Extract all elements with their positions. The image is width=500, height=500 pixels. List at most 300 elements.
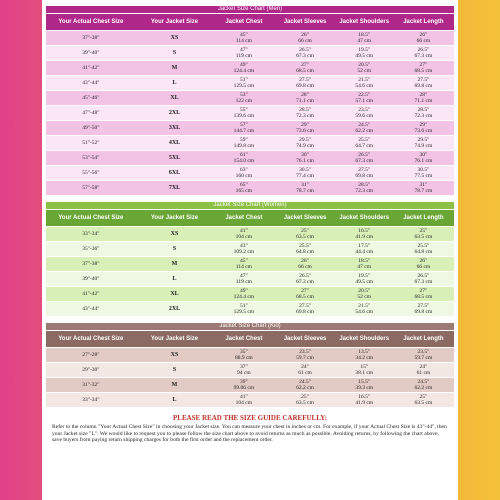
jacket-chest-cell-value: 65": [239, 182, 248, 188]
column-header: Jacket Sleeves: [274, 14, 335, 30]
jacket-sleeves-cell: [274, 136, 335, 150]
jacket-shoulders-cell: [336, 181, 393, 195]
actual-chest-cell-value: 41"-42": [82, 291, 100, 297]
column-header: Jacket Chest: [213, 210, 274, 226]
size-guide-title: PLEASE READ THE SIZE GUIDE CAREFULLY:: [173, 414, 327, 422]
jacket-shoulders-cell: [336, 151, 393, 165]
jacket-size-cell-value: 2XL: [168, 110, 181, 116]
jacket-sleeves-cell: [274, 151, 335, 165]
jacket-length-cell-value: 67.3 cm: [414, 53, 433, 59]
jacket-shoulders-cell: [336, 46, 393, 60]
jacket-chest-cell-value: 88.9 cm: [234, 355, 253, 361]
jacket-shoulders-cell-value: 21.5": [358, 77, 371, 83]
jacket-length-cell-value: 61 cm: [416, 370, 431, 376]
jacket-sleeves-cell-value: 25": [301, 228, 309, 234]
jacket-shoulders-cell: [336, 242, 393, 256]
jacket-size-cell: [136, 121, 214, 135]
jacket-chest-cell: [213, 46, 274, 60]
jacket-length-cell-value: 26.5": [417, 47, 430, 53]
jacket-chest-cell-value: 47": [239, 273, 248, 279]
jacket-sleeves-cell-value: 31": [301, 182, 309, 188]
jacket-sleeves-cell-value: 59.7 cm: [296, 355, 314, 361]
jacket-length-cell-value: 27": [419, 62, 428, 68]
jacket-chest-cell: [213, 121, 274, 135]
jacket-chest-cell-value: 39": [239, 379, 248, 385]
jacket-shoulders-cell-value: 21.5": [358, 303, 371, 309]
actual-chest-cell: [46, 181, 136, 195]
table-row: [46, 272, 454, 286]
jacket-chest-cell-value: 49": [239, 288, 248, 294]
table-row: [46, 393, 454, 407]
jacket-chest-cell: [213, 227, 274, 241]
jacket-sleeves-cell: [274, 181, 335, 195]
jacket-sleeves-cell: [274, 31, 335, 45]
jacket-sleeves-cell: [274, 91, 335, 105]
jacket-sleeves-cell: [274, 257, 335, 271]
table-row: [46, 242, 454, 256]
jacket-sleeves-cell: [274, 302, 335, 316]
jacket-shoulders-cell-value: 22.5": [358, 92, 371, 98]
jacket-chest-cell-value: 59": [239, 137, 248, 143]
jacket-sleeves-cell-value: 69.8 cm: [296, 83, 314, 89]
jacket-shoulders-cell-value: 49.5 cm: [355, 53, 374, 59]
kid-table-body: [46, 348, 454, 407]
jacket-sleeves-cell-value: 28": [301, 92, 309, 98]
jacket-sleeves-cell-value: 24": [301, 364, 309, 370]
jacket-chest-cell-value: 45": [239, 258, 248, 264]
jacket-sleeves-cell: [274, 227, 335, 241]
jacket-size-cell: [136, 91, 214, 105]
jacket-sleeves-cell: [274, 363, 335, 377]
jacket-sleeves-cell-value: 77.4 cm: [296, 173, 314, 179]
jacket-shoulders-cell-value: 13.5": [358, 349, 371, 355]
jacket-shoulders-cell: [336, 61, 393, 75]
jacket-chest-cell: [213, 348, 274, 362]
jacket-shoulders-cell: [336, 363, 393, 377]
jacket-length-cell: [393, 302, 454, 316]
jacket-shoulders-cell-value: 41.9 cm: [355, 234, 374, 240]
column-header: Jacket Sleeves: [274, 210, 335, 226]
jacket-length-cell-value: 71.1 cm: [414, 98, 433, 104]
jacket-length-cell-value: 59.7 cm: [414, 355, 433, 361]
jacket-shoulders-cell-value: 49.5 cm: [355, 279, 374, 285]
jacket-sleeves-cell: [274, 61, 335, 75]
jacket-shoulders-cell-value: 28.5": [358, 182, 371, 188]
jacket-length-cell: [393, 121, 454, 135]
table-row: [46, 348, 454, 362]
jacket-chest-cell-value: 41": [239, 228, 248, 234]
jacket-length-cell-value: 78.7 cm: [414, 188, 433, 194]
jacket-size-cell-value: XL: [170, 291, 179, 297]
jacket-chest-cell-value: 51": [239, 303, 248, 309]
jacket-shoulders-cell: [336, 378, 393, 392]
jacket-size-cell-value: S: [172, 246, 177, 252]
table-row: [46, 151, 454, 165]
table-row: [46, 166, 454, 180]
jacket-chest-cell: [213, 136, 274, 150]
actual-chest-cell-value: 33"-34": [82, 231, 100, 237]
table-row: [46, 106, 454, 120]
jacket-size-cell: [136, 242, 214, 256]
jacket-length-cell-value: 31": [419, 182, 428, 188]
jacket-sleeves-cell-value: 29.5": [299, 137, 311, 143]
jacket-shoulders-cell-value: 20.5": [358, 288, 371, 294]
jacket-length-cell-value: 67.3 cm: [414, 279, 433, 285]
jacket-sleeves-cell-value: 78.7 cm: [296, 188, 314, 194]
jacket-chest-cell: [213, 91, 274, 105]
jacket-length-cell: [393, 76, 454, 90]
jacket-shoulders-cell-value: 16.5": [358, 228, 371, 234]
jacket-sleeves-cell-value: 73.6 cm: [296, 128, 314, 134]
actual-chest-cell-value: 55"-56": [82, 170, 100, 176]
jacket-shoulders-cell-value: 27.5": [358, 167, 371, 173]
jacket-shoulders-cell-value: 20.5": [358, 62, 371, 68]
actual-chest-cell-value: 43"-44": [82, 80, 100, 86]
jacket-chest-cell-value: 160 cm: [235, 173, 253, 179]
jacket-chest-cell-value: 94 cm: [237, 370, 251, 376]
jacket-shoulders-cell-value: 72.3 cm: [355, 188, 374, 194]
jacket-size-cell-value: S: [172, 50, 177, 56]
actual-chest-cell: [46, 257, 136, 271]
jacket-sleeves-cell-value: 66 cm: [298, 264, 312, 270]
jacket-length-cell-value: 29": [419, 122, 428, 128]
jacket-length-cell-value: 63.5 cm: [414, 400, 433, 406]
actual-chest-cell-value: 27"-28": [82, 352, 100, 358]
jacket-sleeves-cell-value: 72.3 cm: [296, 113, 314, 119]
jacket-size-cell-value: XL: [170, 95, 179, 101]
jacket-chest-cell-value: 57": [239, 122, 248, 128]
jacket-chest-cell: [213, 242, 274, 256]
jacket-length-cell: [393, 257, 454, 271]
jacket-size-cell-value: XS: [170, 231, 179, 237]
jacket-shoulders-cell: [336, 166, 393, 180]
jacket-length-cell-value: 26": [419, 32, 428, 38]
jacket-length-cell-value: 68.5 cm: [414, 294, 433, 300]
jacket-shoulders-cell-value: 38.1 cm: [355, 370, 374, 376]
jacket-size-cell: [136, 106, 214, 120]
jacket-shoulders-cell: [336, 393, 393, 407]
column-header: Jacket Shoulders: [336, 331, 393, 347]
jacket-size-cell: [136, 166, 214, 180]
jacket-size-cell-value: L: [172, 80, 177, 86]
table-row: [46, 136, 454, 150]
jacket-chest-cell-value: 104 cm: [235, 400, 253, 406]
jacket-shoulders-cell-value: 52 cm: [357, 294, 371, 300]
jacket-size-cell: [136, 348, 214, 362]
column-header: Your Jacket Size: [136, 210, 214, 226]
column-header: Jacket Chest: [213, 331, 274, 347]
jacket-size-cell-value: 2XL: [168, 306, 181, 312]
actual-chest-cell-value: 49"-50": [82, 125, 100, 131]
jacket-length-cell-value: 25": [419, 394, 428, 400]
jacket-shoulders-cell-value: 67.3 cm: [355, 158, 374, 164]
jacket-length-cell-value: 29.5": [417, 137, 430, 143]
jacket-sleeves-cell-value: 30": [301, 152, 309, 158]
jacket-sleeves-cell: [274, 272, 335, 286]
jacket-shoulders-cell: [336, 272, 393, 286]
jacket-shoulders-cell-value: 52 cm: [357, 68, 371, 74]
jacket-shoulders-cell: [336, 31, 393, 45]
actual-chest-cell-value: 43"-44": [82, 306, 100, 312]
jacket-shoulders-cell-value: 44.4 cm: [355, 249, 374, 255]
men-table-body: [46, 31, 454, 195]
jacket-chest-cell: [213, 272, 274, 286]
actual-chest-cell-value: 45"-46": [82, 95, 100, 101]
actual-chest-cell: [46, 393, 136, 407]
jacket-shoulders-cell-value: 34.2 cm: [355, 355, 374, 361]
kid-size-chart: [42, 323, 458, 408]
jacket-chest-cell-value: 139.6 cm: [233, 113, 255, 119]
jacket-shoulders-cell-value: 64.7 cm: [355, 143, 374, 149]
jacket-size-cell-value: S: [172, 367, 177, 373]
jacket-chest-cell-value: 119 cm: [235, 279, 252, 285]
jacket-chest-cell-value: 53": [239, 92, 248, 98]
jacket-sleeves-cell: [274, 76, 335, 90]
jacket-length-cell: [393, 181, 454, 195]
size-guide: [52, 414, 448, 444]
jacket-size-cell: [136, 136, 214, 150]
jacket-size-cell-value: M: [171, 382, 178, 388]
jacket-chest-cell-value: 109.2 cm: [233, 249, 255, 255]
jacket-sleeves-cell-value: 63.5 cm: [296, 400, 314, 406]
jacket-sleeves-cell-value: 29": [301, 122, 309, 128]
men-chart-title: Jacket Size Chart (Men): [46, 6, 454, 13]
jacket-length-cell: [393, 106, 454, 120]
jacket-length-cell-value: 26.5": [417, 273, 430, 279]
jacket-length-cell: [393, 136, 454, 150]
jacket-shoulders-cell-value: 47 cm: [357, 38, 371, 44]
jacket-length-cell: [393, 61, 454, 75]
jacket-shoulders-cell-value: 59.6 cm: [355, 113, 374, 119]
jacket-shoulders-cell: [336, 287, 393, 301]
jacket-shoulders-cell-value: 16.5": [358, 394, 371, 400]
jacket-chest-cell-value: 43": [239, 243, 248, 249]
actual-chest-cell-value: 37"-38": [82, 35, 100, 41]
column-header: Jacket Length: [393, 331, 454, 347]
jacket-shoulders-cell: [336, 257, 393, 271]
jacket-length-cell: [393, 46, 454, 60]
jacket-chest-cell: [213, 181, 274, 195]
jacket-chest-cell-value: 45": [239, 32, 248, 38]
column-header: Jacket Length: [393, 14, 454, 30]
jacket-size-cell: [136, 272, 214, 286]
jacket-sleeves-cell-value: 63.5 cm: [296, 234, 314, 240]
jacket-size-cell: [136, 378, 214, 392]
jacket-length-cell-value: 73.6 cm: [414, 128, 433, 134]
table-row: [46, 378, 454, 392]
jacket-sleeves-cell-value: 27": [301, 62, 309, 68]
women-header-row: [46, 210, 454, 226]
jacket-length-cell-value: 23.5": [417, 349, 430, 355]
jacket-length-cell-value: 28": [419, 92, 428, 98]
jacket-shoulders-cell-value: 57.1 cm: [355, 98, 374, 104]
actual-chest-cell-value: 51"-52": [82, 140, 100, 146]
jacket-chest-cell: [213, 287, 274, 301]
jacket-sleeves-cell-value: 30.5": [299, 167, 311, 173]
table-row: [46, 227, 454, 241]
jacket-shoulders-cell-value: 24.5": [358, 122, 371, 128]
jacket-size-cell-value: 6XL: [168, 170, 181, 176]
table-row: [46, 363, 454, 377]
actual-chest-cell-value: 33"-34": [82, 397, 100, 403]
men-size-chart: [42, 6, 458, 196]
actual-chest-cell: [46, 227, 136, 241]
jacket-chest-cell-value: 114 cm: [235, 38, 252, 44]
actual-chest-cell-value: 35"-36": [82, 246, 100, 252]
column-header: Jacket Sleeves: [274, 331, 335, 347]
jacket-length-cell: [393, 31, 454, 45]
jacket-size-cell-value: L: [172, 276, 177, 282]
jacket-size-cell-value: XS: [170, 352, 179, 358]
jacket-size-cell: [136, 151, 214, 165]
actual-chest-cell: [46, 287, 136, 301]
jacket-chest-cell: [213, 393, 274, 407]
jacket-shoulders-cell-value: 62.2 cm: [355, 128, 374, 134]
jacket-sleeves-cell: [274, 46, 335, 60]
jacket-shoulders-cell: [336, 348, 393, 362]
actual-chest-cell: [46, 136, 136, 150]
table-row: [46, 287, 454, 301]
jacket-sleeves-cell-value: 23.5": [299, 349, 311, 355]
jacket-size-cell-value: M: [171, 261, 178, 267]
jacket-shoulders-cell-value: 18.5": [358, 258, 371, 264]
jacket-chest-cell-value: 49": [239, 62, 248, 68]
jacket-chest-cell-value: 122 cm: [235, 98, 253, 104]
size-guide-text: Refer to the column "Your Actual Chest Size" in choosing your Jacket size. You can measure your chest in inches or cm. For example, if your Actual Chest Size is 43"-44", then your Jacket size "L". We would like to request you to please follow the size chart above to avoid returns as much as possible. Avoiding returns, by following the chart above, save buyers from paying return shipping charges for both the first order and the replacement order.: [52, 424, 447, 444]
jacket-sleeves-cell-value: 64.8 cm: [296, 249, 314, 255]
jacket-size-cell-value: 4XL: [168, 140, 181, 146]
jacket-sleeves-cell-value: 27.5": [299, 77, 311, 83]
jacket-length-cell-value: 27": [419, 288, 428, 294]
table-row: [46, 46, 454, 60]
men-size-table: [46, 13, 454, 196]
jacket-sleeves-cell: [274, 393, 335, 407]
jacket-chest-cell: [213, 106, 274, 120]
jacket-length-cell: [393, 378, 454, 392]
column-header: Jacket Shoulders: [336, 14, 393, 30]
jacket-sleeves-cell-value: 68.5 cm: [296, 294, 314, 300]
actual-chest-cell-value: 39"-40": [82, 276, 100, 282]
jacket-size-cell: [136, 46, 214, 60]
actual-chest-cell: [46, 61, 136, 75]
actual-chest-cell: [46, 31, 136, 45]
table-row: [46, 181, 454, 195]
jacket-length-cell: [393, 242, 454, 256]
jacket-sleeves-cell-value: 68.5 cm: [296, 68, 314, 74]
jacket-sleeves-cell-value: 26": [301, 258, 309, 264]
actual-chest-cell: [46, 378, 136, 392]
jacket-shoulders-cell-value: 23.5": [358, 107, 371, 113]
actual-chest-cell: [46, 76, 136, 90]
table-row: [46, 76, 454, 90]
jacket-chest-cell-value: 37": [239, 364, 248, 370]
column-header: Your Actual Chest Size: [46, 331, 136, 347]
jacket-length-cell: [393, 91, 454, 105]
jacket-shoulders-cell-value: 26.5": [358, 152, 371, 158]
jacket-sleeves-cell-value: 66 cm: [298, 38, 312, 44]
column-header: Your Jacket Size: [136, 331, 214, 347]
actual-chest-cell: [46, 363, 136, 377]
jacket-shoulders-cell-value: 18.5": [358, 32, 371, 38]
column-header: Jacket Shoulders: [336, 210, 393, 226]
jacket-length-cell: [393, 272, 454, 286]
jacket-sleeves-cell: [274, 121, 335, 135]
table-row: [46, 121, 454, 135]
jacket-size-cell-value: M: [171, 65, 178, 71]
actual-chest-cell-value: 47"-48": [82, 110, 100, 116]
jacket-size-cell: [136, 257, 214, 271]
jacket-length-cell-value: 24": [419, 364, 428, 370]
actual-chest-cell: [46, 121, 136, 135]
women-size-table: [46, 209, 454, 317]
jacket-size-cell: [136, 31, 214, 45]
jacket-size-cell: [136, 287, 214, 301]
jacket-length-cell-value: 30": [419, 152, 428, 158]
jacket-shoulders-cell-value: 15.5": [358, 379, 371, 385]
jacket-sleeves-cell-value: 62.2 cm: [296, 385, 314, 391]
kid-header-row: [46, 331, 454, 347]
jacket-length-cell-value: 66 cm: [416, 264, 431, 270]
jacket-chest-cell: [213, 166, 274, 180]
jacket-size-cell: [136, 61, 214, 75]
actual-chest-cell-value: 57"-58": [82, 185, 100, 191]
jacket-shoulders-cell: [336, 121, 393, 135]
jacket-chest-cell-value: 47": [239, 47, 248, 53]
jacket-chest-cell: [213, 76, 274, 90]
jacket-size-cell-value: XS: [170, 35, 179, 41]
jacket-length-cell-value: 26": [419, 258, 428, 264]
jacket-size-cell-value: L: [172, 397, 177, 403]
men-header-row: [46, 14, 454, 30]
actual-chest-cell: [46, 166, 136, 180]
jacket-size-cell: [136, 76, 214, 90]
jacket-size-cell-value: 3XL: [168, 125, 181, 131]
actual-chest-cell-value: 37"-38": [82, 261, 100, 267]
jacket-length-cell: [393, 166, 454, 180]
jacket-shoulders-cell-value: 41.9 cm: [355, 400, 374, 406]
jacket-shoulders-cell-value: 19.5": [358, 47, 371, 53]
jacket-chest-cell-value: 51": [239, 77, 248, 83]
jacket-shoulders-cell: [336, 227, 393, 241]
actual-chest-cell-value: 29"-30": [82, 367, 100, 373]
jacket-chest-cell: [213, 302, 274, 316]
table-row: [46, 61, 454, 75]
jacket-size-cell: [136, 181, 214, 195]
jacket-chest-cell-value: 63": [239, 167, 248, 173]
jacket-chest-cell-value: 124.4 cm: [233, 68, 255, 74]
actual-chest-cell: [46, 46, 136, 60]
jacket-sleeves-cell-value: 69.8 cm: [296, 309, 314, 315]
jacket-shoulders-cell: [336, 91, 393, 105]
actual-chest-cell: [46, 242, 136, 256]
jacket-sleeves-cell-value: 27": [301, 288, 309, 294]
jacket-shoulders-cell-value: 54.6 cm: [355, 309, 374, 315]
jacket-chest-cell-value: 144.7 cm: [233, 128, 255, 134]
table-row: [46, 31, 454, 45]
jacket-shoulders-cell-value: 17.5": [358, 243, 371, 249]
jacket-shoulders-cell-value: 69.8 cm: [355, 173, 374, 179]
jacket-chest-cell-value: 124.4 cm: [233, 294, 255, 300]
jacket-chest-cell-value: 119 cm: [235, 53, 252, 59]
actual-chest-cell: [46, 106, 136, 120]
actual-chest-cell: [46, 91, 136, 105]
jacket-chest-cell-value: 55": [239, 107, 248, 113]
jacket-shoulders-cell: [336, 106, 393, 120]
jacket-sleeves-cell-value: 25": [301, 394, 309, 400]
jacket-length-cell-value: 74.9 cm: [414, 143, 433, 149]
jacket-length-cell-value: 28.5": [417, 107, 430, 113]
jacket-length-cell-value: 25.5": [417, 243, 430, 249]
